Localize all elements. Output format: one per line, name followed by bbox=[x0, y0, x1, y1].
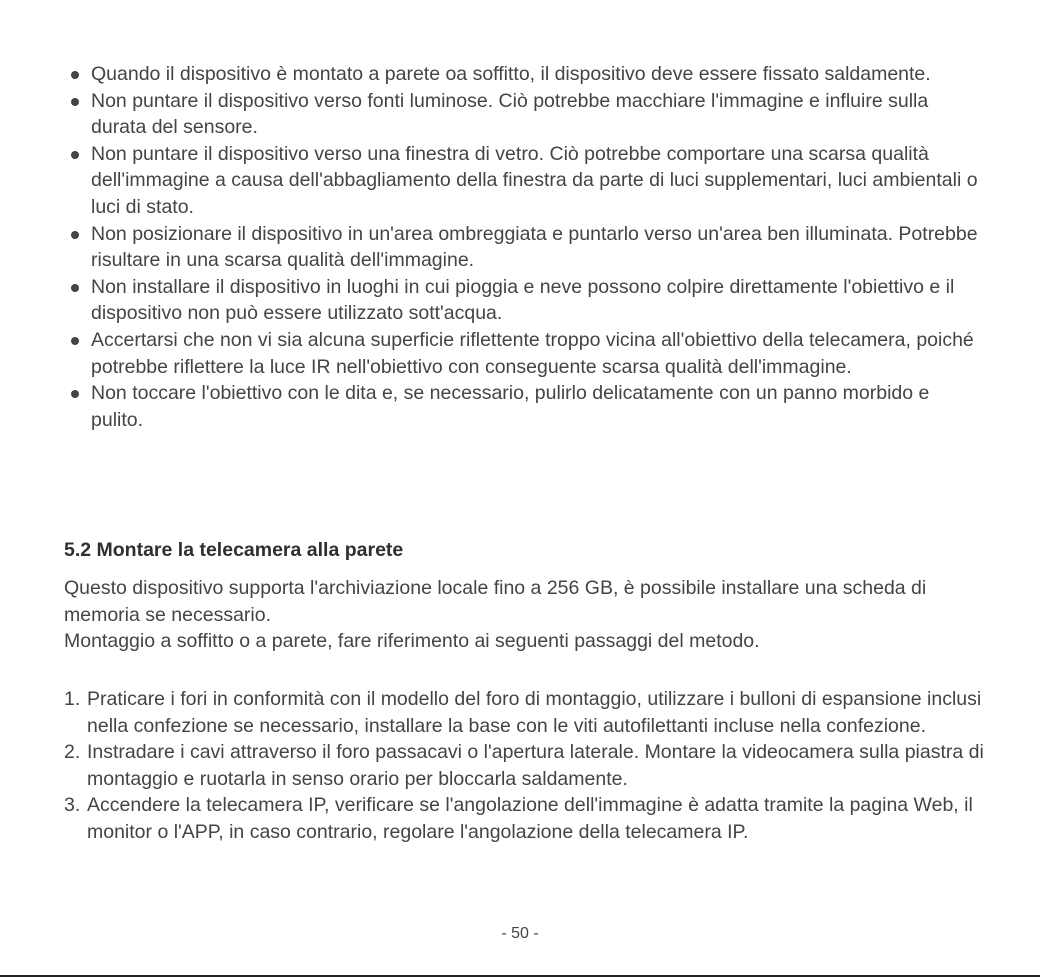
precautions-list bbox=[64, 61, 984, 433]
bullet-dot-icon bbox=[71, 231, 79, 239]
list-item-text: Non installare il dispositivo in luoghi in cui pioggia e neve possono colpire direttamente l'obiettivo e il dispositivo non può essere utilizzato sott'acqua. bbox=[91, 275, 955, 325]
step-number: 3. bbox=[64, 794, 81, 817]
list-item-text: Non posizionare il dispositivo in un'area ombreggiata e puntarlo verso un'area ben illuminata. Potrebbe risultare in una scarsa qualità dell'immagine. bbox=[91, 222, 978, 272]
list-item-text: Non toccare l'obiettivo con le dita e, se necessario, pulirlo delicatamente con un panno morbido e pulito. bbox=[91, 382, 930, 431]
intro-paragraph: Questo dispositivo supporta l'archiviazione locale fino a 256 GB, è possibile installare una scheda di memoria se necessario. bbox=[64, 577, 927, 626]
step-text: Instradare i cavi attraverso il foro passacavi o l'apertura laterale. Montare la videocamera sulla piastra di montaggio e ruotarla in senso orario per bloccarla saldamente. bbox=[87, 741, 984, 790]
list-item-text: Accertarsi che non vi sia alcuna superficie riflettente troppo vicina all'obiettivo della telecamera, poiché potrebbe riflettere la luce IR nell'obiettivo con conseguente scarsa qualità dell'immagine. bbox=[91, 328, 974, 378]
step-item bbox=[64, 739, 1004, 792]
list-item bbox=[64, 141, 984, 221]
list-item bbox=[64, 88, 984, 141]
list-item bbox=[64, 327, 984, 380]
list-item bbox=[64, 221, 984, 274]
step-number: 2. bbox=[64, 741, 81, 764]
bullet-dot-icon bbox=[71, 71, 79, 79]
step-text: Accendere la telecamera IP, verificare se l'angolazione dell'immagine è adatta tramite la pagina Web, il monitor o l'APP, in caso contrario, regolare l'angolazione della telecamera IP. bbox=[87, 794, 973, 843]
section-intro bbox=[64, 575, 994, 655]
bullet-dot-icon bbox=[71, 284, 79, 292]
bullet-dot-icon bbox=[71, 337, 79, 345]
steps-list bbox=[64, 686, 1004, 846]
step-text: Praticare i fori in conformità con il modello del foro di montaggio, utilizzare i bulloni di espansione inclusi nella confezione se necessario, installare la base con le viti autofilettanti incluse nella confezione. bbox=[87, 688, 982, 737]
section-title: 5.2 Montare la telecamera alla parete bbox=[64, 539, 404, 561]
step-item bbox=[64, 792, 1004, 845]
page-number: - 50 - bbox=[501, 925, 539, 942]
step-item bbox=[64, 686, 1004, 739]
list-item-text: Quando il dispositivo è montato a parete oa soffitto, il dispositivo deve essere fissato saldamente. bbox=[91, 63, 931, 85]
bullet-dot-icon bbox=[71, 151, 79, 159]
step-number: 1. bbox=[64, 688, 81, 710]
list-item-text: Non puntare il dispositivo verso fonti luminose. Ciò potrebbe macchiare l'immagine e influire sulla durata del sensore. bbox=[91, 89, 929, 139]
list-item bbox=[64, 61, 984, 88]
bullet-dot-icon bbox=[71, 390, 79, 398]
list-item-text: Non puntare il dispositivo verso una finestra di vetro. Ciò potrebbe comportare una scarsa qualità dell'immagine a causa dell'abbagliamento della finestra da parte di luci supplementari, luci ambientali o luci di stato. bbox=[91, 142, 978, 218]
bullet-dot-icon bbox=[71, 98, 79, 106]
list-item bbox=[64, 380, 984, 433]
list-item bbox=[64, 274, 984, 327]
intro-paragraph: Montaggio a soffitto o a parete, fare riferimento ai seguenti passaggi del metodo. bbox=[64, 630, 760, 653]
